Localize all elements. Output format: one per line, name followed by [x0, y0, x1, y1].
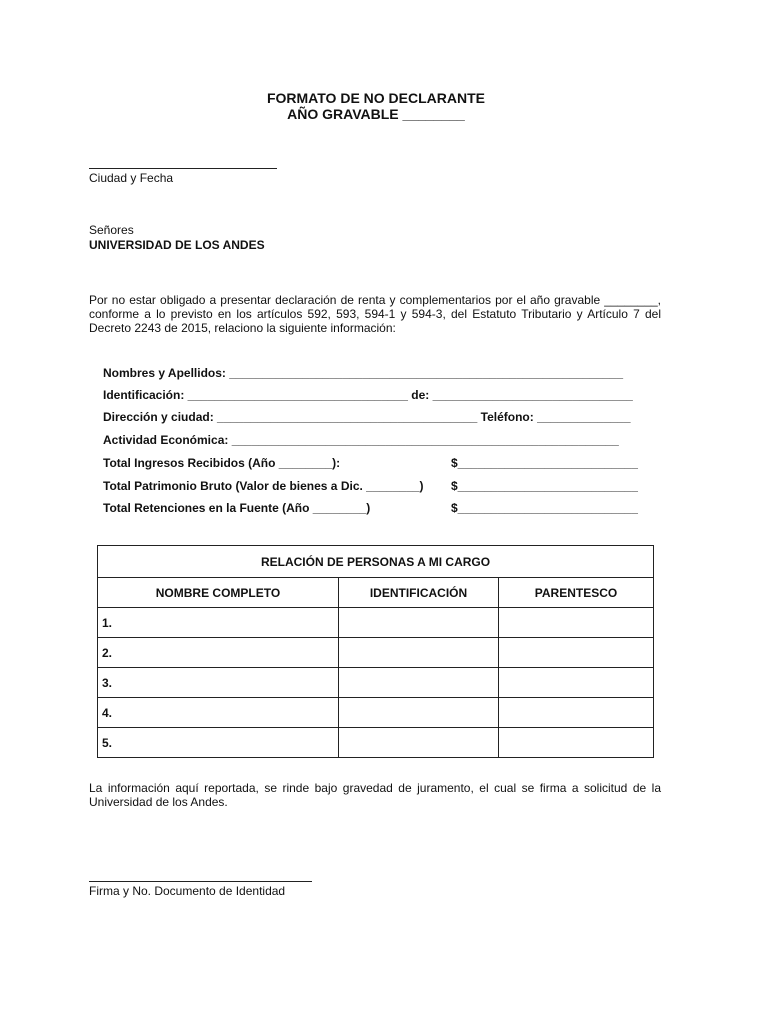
relationship-cell — [499, 608, 654, 638]
identification-cell — [339, 668, 499, 698]
withholding-amount: $___________________________ — [451, 501, 638, 515]
assets-field: Total Patrimonio Bruto (Valor de bienes a Dic. ________) — [103, 479, 424, 493]
column-header-identification: IDENTIFICACIÓN — [339, 578, 499, 608]
table-row — [98, 638, 654, 668]
identification-cell — [339, 638, 499, 668]
table-row — [98, 608, 654, 638]
tax-year-heading: AÑO GRAVABLE ________ — [287, 106, 465, 122]
table-row — [98, 728, 654, 758]
income-field: Total Ingresos Recibidos (Año ________): — [103, 456, 341, 470]
withholding-field: Total Retenciones en la Fuente (Año ________) — [103, 501, 371, 515]
economic-activity-field: Actividad Económica: __________________________________________________________ — [103, 433, 619, 447]
row-number: 3. — [98, 668, 339, 698]
signature-line — [89, 881, 312, 882]
identification-cell — [339, 728, 499, 758]
salutation: Señores — [89, 223, 134, 237]
relationship-cell — [499, 638, 654, 668]
assets-amount: $___________________________ — [451, 479, 638, 493]
city-date-line — [89, 168, 277, 169]
identification-cell — [339, 608, 499, 638]
column-header-name: NOMBRE COMPLETO — [98, 578, 339, 608]
income-amount: $___________________________ — [451, 456, 638, 470]
relationship-cell — [499, 698, 654, 728]
row-number: 1. — [98, 608, 339, 638]
intro-paragraph: Por no estar obligado a presentar declaración de renta y complementarios por el año gravable ________, conforme a lo previsto en los artículos 592, 593, 594-1 y 594-3, del Estatuto Tributario y Artículo 7 del Decreto 2243 de 2015, relaciono la siguiente información: — [89, 293, 661, 335]
signature-label: Firma y No. Documento de Identidad — [89, 884, 286, 898]
row-number: 5. — [98, 728, 339, 758]
names-field: Nombres y Apellidos: ___________________________________________________________ — [103, 366, 624, 380]
table-title-row — [98, 546, 654, 578]
column-header-relationship: PARENTESCO — [499, 578, 654, 608]
identification-cell — [339, 698, 499, 728]
address-phone-field: Dirección y ciudad: _______________________________________ Teléfono: ______________ — [103, 410, 631, 424]
oath-paragraph: La información aquí reportada, se rinde bajo gravedad de juramento, el cual se firma a solicitud de la Universidad de los Andes. — [89, 781, 661, 809]
table-row — [98, 668, 654, 698]
row-number: 2. — [98, 638, 339, 668]
row-number: 4. — [98, 698, 339, 728]
relationship-cell — [499, 668, 654, 698]
table-title: RELACIÓN DE PERSONAS A MI CARGO — [98, 546, 654, 578]
dependents-table — [97, 545, 654, 758]
table-row — [98, 698, 654, 728]
table-header-row — [98, 578, 654, 608]
city-date-label: Ciudad y Fecha — [89, 171, 174, 185]
document-title: FORMATO DE NO DECLARANTE — [266, 90, 486, 106]
institution-name: UNIVERSIDAD DE LOS ANDES — [89, 238, 265, 252]
identification-field: Identificación: _________________________________ de: ______________________________ — [103, 388, 633, 402]
relationship-cell — [499, 728, 654, 758]
